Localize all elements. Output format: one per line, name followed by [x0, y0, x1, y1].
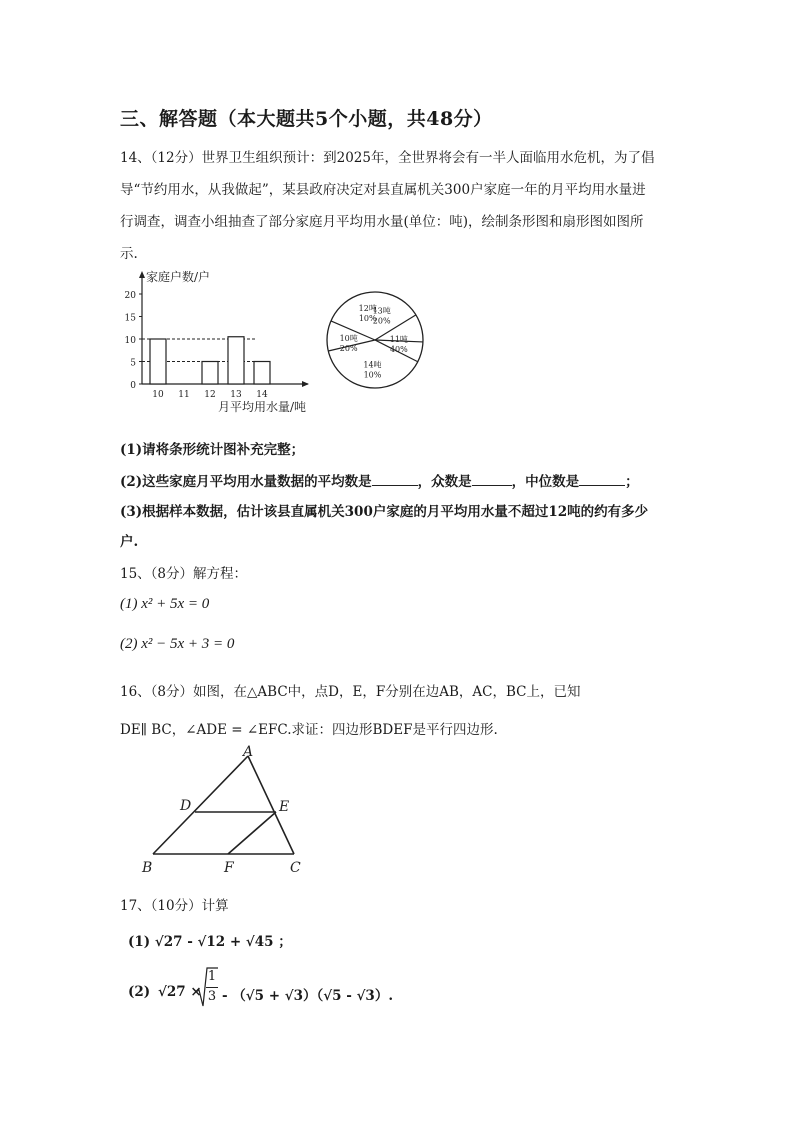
- q17-expression-2-label: (2): [128, 984, 151, 1000]
- q14-line-3: 行调查，调查小组抽查了部分家庭月平均用水量(单位：吨)，绘制条形图和扇形图如图所: [120, 214, 644, 230]
- y-axis-arrow: [139, 271, 145, 278]
- vertex-f-label: F: [224, 860, 234, 876]
- q14-sub-2-part-a: (2)这些家庭月平均用水量数据的平均数是: [120, 474, 372, 490]
- x-tick-label: 10: [152, 390, 164, 400]
- vertex-b-label: B: [142, 860, 153, 876]
- y-tick-label: 0: [130, 381, 136, 391]
- x-tick-label: 13: [230, 390, 242, 400]
- pie-slice-percent: 10%: [358, 314, 377, 324]
- pie-chart: [318, 290, 434, 390]
- answer-blank-mode[interactable]: [472, 473, 512, 486]
- q14-line-2: 导“节约用水，从我做起”，某县政府决定对县直属机关300户家庭一年的月平均用水量进: [120, 182, 646, 198]
- x-tick-label: 14: [256, 390, 268, 400]
- pie-slice-label: 14吨: [363, 360, 382, 370]
- bar-chart: [118, 268, 318, 418]
- q15-equation-2: (2) x² − 5x + 3 = 0: [120, 636, 235, 652]
- pie-slice-label: 13吨: [372, 306, 391, 316]
- q16-line-2: DE∥ BC，∠ADE = ∠EFC.求证：四边形BDEF是平行四边形.: [120, 722, 498, 738]
- y-tick-label: 5: [130, 358, 136, 369]
- pie-slice-label: 11吨: [389, 334, 408, 344]
- sqrt-fraction: [196, 966, 218, 1010]
- y-tick-label: 10: [124, 336, 136, 346]
- triangle-figure: [140, 744, 310, 876]
- bar: [202, 362, 218, 385]
- q15-heading: 15、（8分）解方程：: [120, 566, 248, 582]
- q17-heading: 17、（10分）计算: [120, 898, 229, 914]
- x-axis-title: 月平均用水量/吨: [218, 400, 307, 414]
- bar: [254, 362, 270, 385]
- q14-line-1: 14、（12分）世界卫生组织预计：到2025年，全世界将会有一半人面临用水危机，为了倡: [120, 150, 655, 166]
- q17-expression-2-part-a: √27 ×: [158, 984, 202, 1000]
- answer-blank-mean[interactable]: [372, 473, 418, 486]
- y-tick-label: 20: [124, 291, 136, 301]
- q14-sub-2-part-d: ；: [625, 474, 639, 490]
- x-tick-label: 12: [204, 390, 216, 400]
- q14-sub-2-part-c: ，中位数是: [511, 474, 580, 490]
- bar: [150, 339, 166, 384]
- q15-equation-1: (1) x² + 5x = 0: [120, 596, 210, 612]
- q17-expression-2-part-b: - （√5 + √3）（√5 - √3）.: [222, 988, 394, 1004]
- pie-slice-percent: 20%: [372, 316, 391, 326]
- q14-line-4: 示.: [120, 246, 138, 262]
- q17-expression-1: (1) √27 - √12 + √45 ；: [128, 934, 292, 950]
- vertex-c-label: C: [290, 860, 301, 876]
- x-tick-label: 11: [178, 390, 190, 400]
- fraction-bar: [206, 987, 218, 988]
- y-tick-label: 15: [124, 313, 136, 324]
- q14-sub-1: (1)请将条形统计图补充完整；: [120, 442, 305, 458]
- fraction-denominator: 3: [207, 989, 217, 1004]
- pie-slice-percent: 20%: [339, 343, 358, 353]
- vertex-e-label: E: [279, 799, 290, 815]
- q16-line-1: 16、（8分）如图，在△ABC中，点D，E，F分别在边AB，AC，BC上，已知: [120, 684, 581, 700]
- q14-sub-3-line-2: 户.: [120, 534, 139, 550]
- bar: [228, 337, 244, 384]
- q14-sub-3-line-1: (3)根据样本数据，估计该县直属机关300户家庭的月平均用水量不超过12吨的约有多少: [120, 504, 649, 520]
- x-axis-arrow: [302, 381, 309, 387]
- segment-ef: [228, 812, 276, 854]
- pie-slice-label: 10吨: [339, 333, 358, 343]
- q14-sub-2: [120, 470, 639, 490]
- vertex-d-label: D: [180, 798, 192, 814]
- pie-slice-label: 12吨: [358, 304, 377, 314]
- fraction-numerator: 1: [207, 969, 217, 984]
- answer-blank-median[interactable]: [579, 473, 625, 486]
- y-axis-title: 家庭户数/户: [146, 270, 211, 284]
- section-title: 三、解答题（本大题共5个小题，共48分）: [120, 108, 493, 130]
- pie-slice-percent: 10%: [363, 370, 382, 380]
- q14-sub-2-part-b: ，众数是: [417, 474, 472, 490]
- vertex-a-label: A: [243, 744, 254, 760]
- side-ab: [153, 756, 248, 854]
- pie-slice-percent: 40%: [389, 344, 408, 354]
